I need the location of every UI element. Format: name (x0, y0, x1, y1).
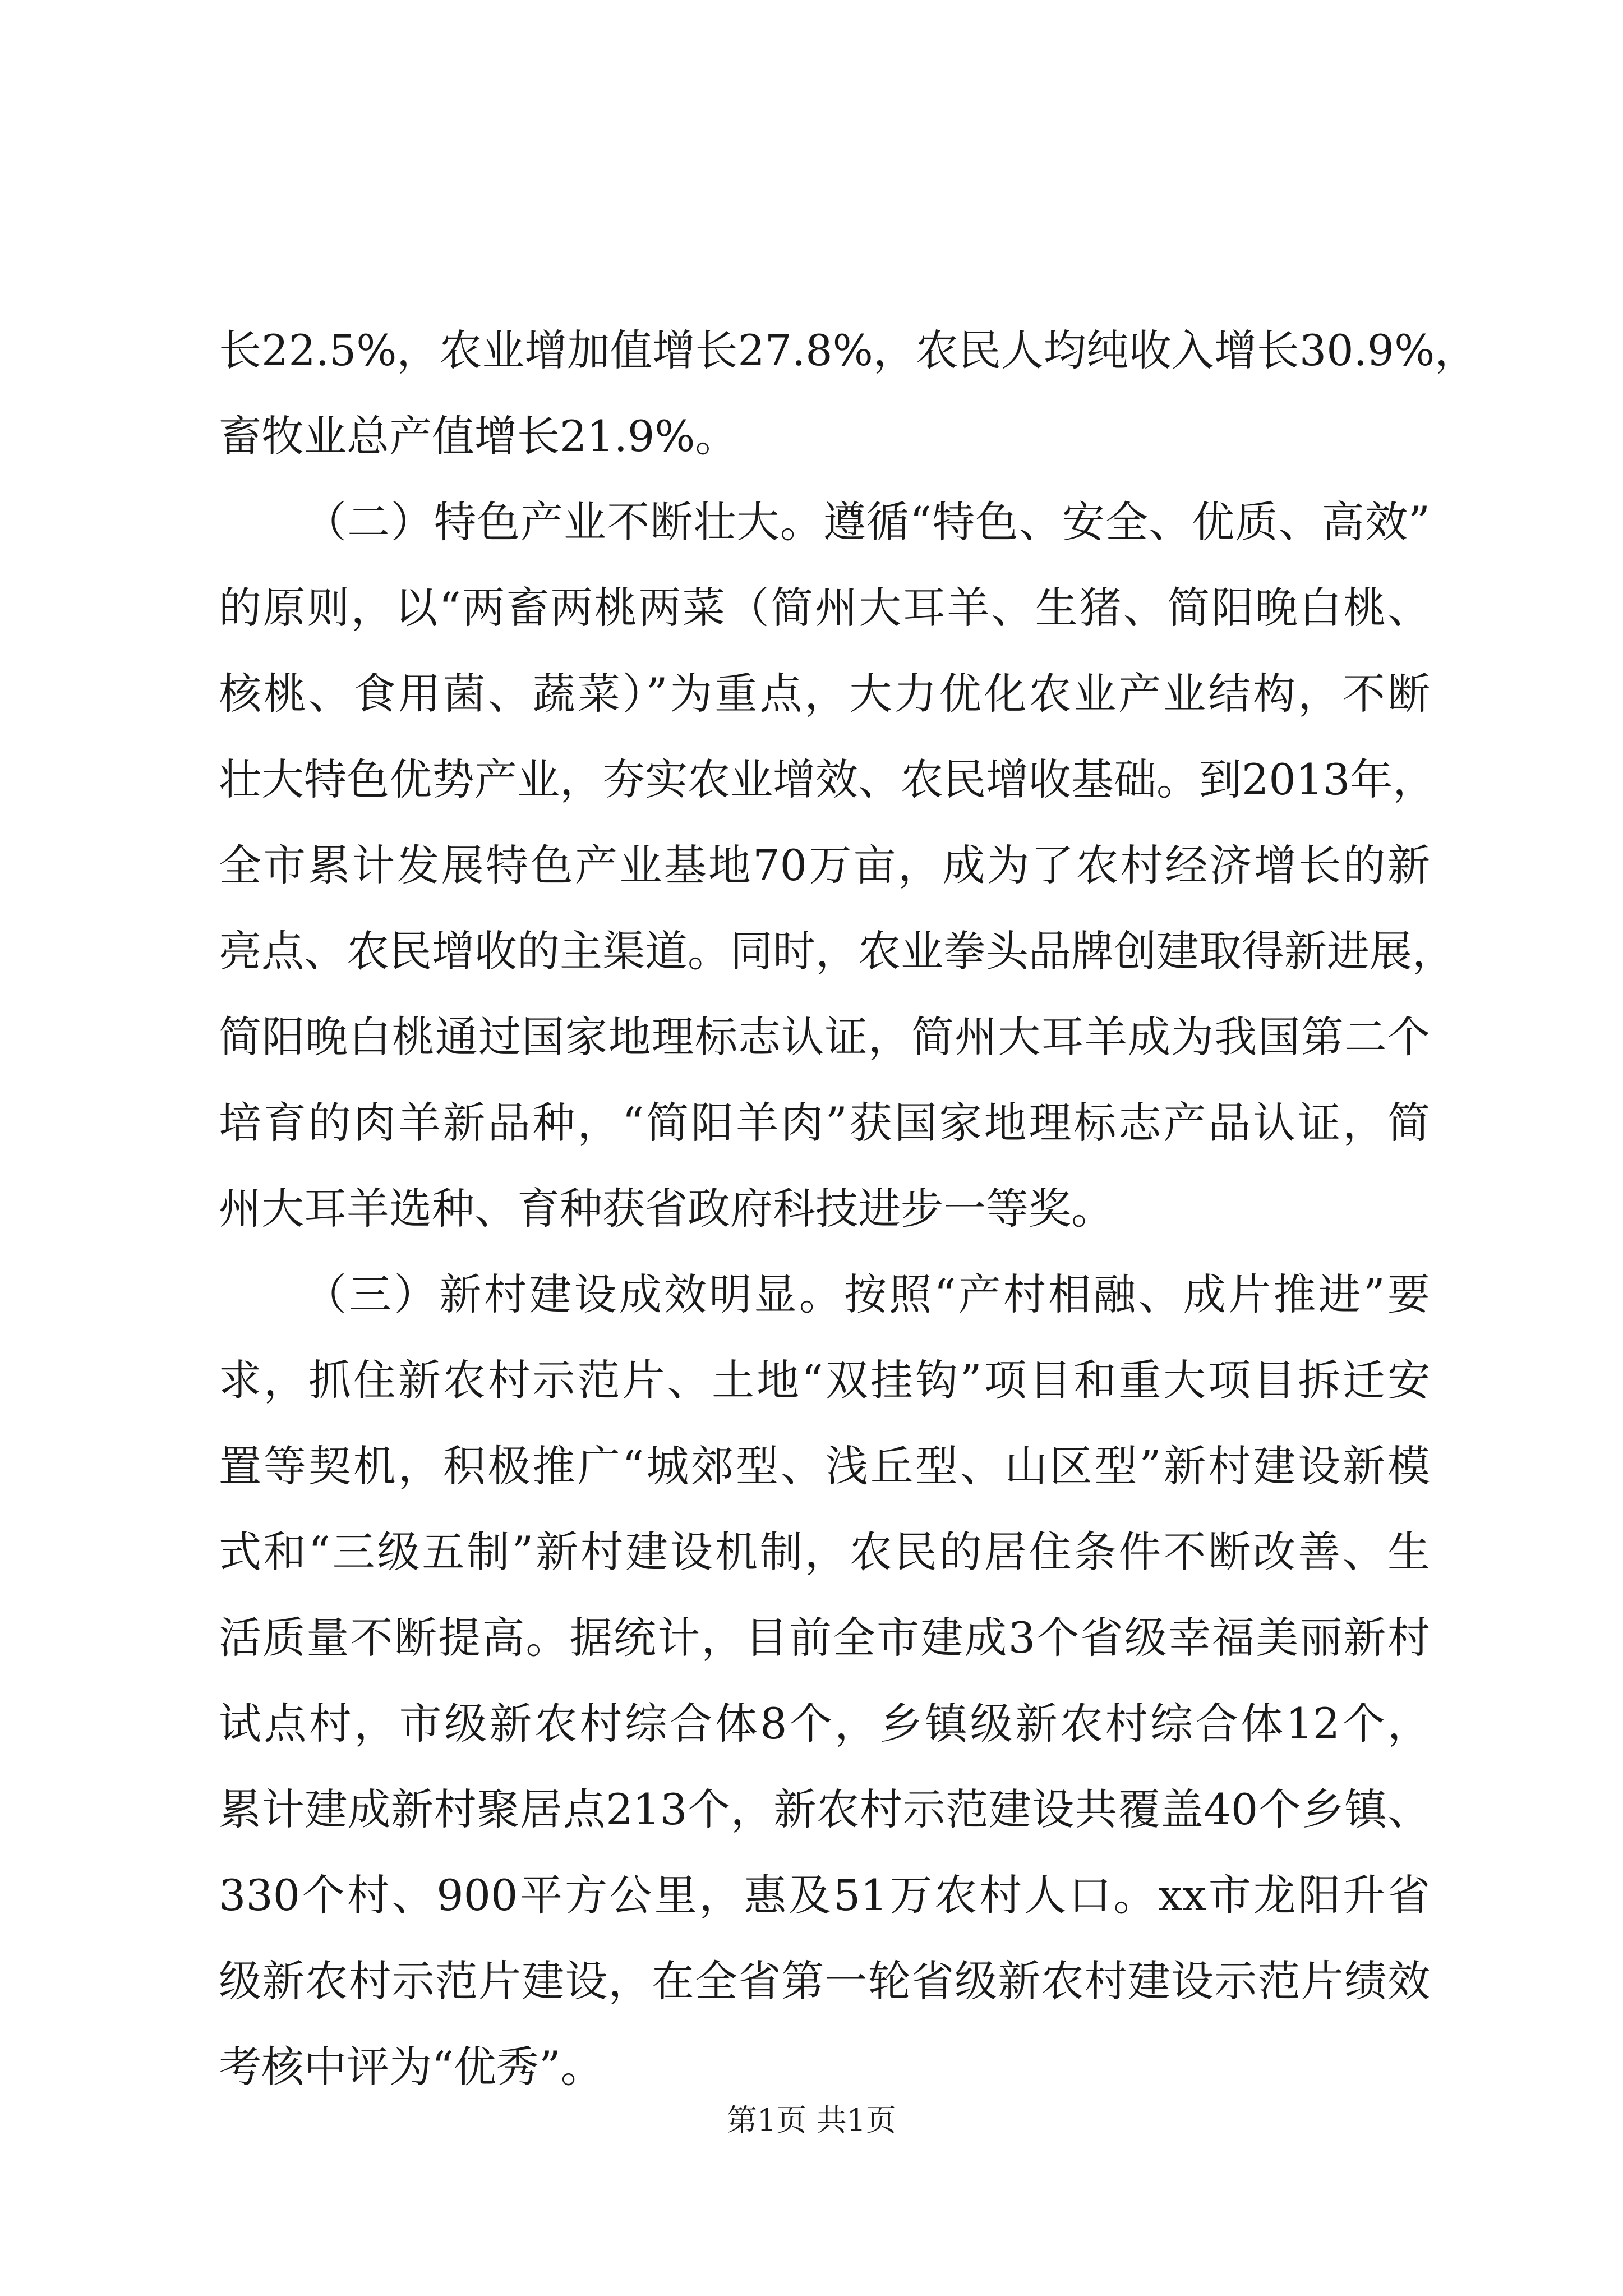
text-line: 亮点、农民增收的主渠道。同时，农业拳头品牌创建取得新进展， (219, 926, 1455, 976)
text-line: 式和“三级五制”新村建设机制，农民的居住条件不断改善、生 (219, 1527, 1430, 1577)
paragraph (219, 307, 1478, 479)
text-line: 试点村，市级新农村综合体8个，乡镇级新农村综合体12个， (219, 1699, 1430, 1749)
text-line: 活质量不断提高。据统计，目前全市建成3个省级幸福美丽新村 (219, 1613, 1430, 1663)
text-line: 州大耳羊选种、育种获省政府科技进步一等奖。 (219, 1184, 1114, 1234)
text-line: （三）新村建设成效明显。按照“产村相融、成片推进”要 (304, 1269, 1430, 1319)
paragraph (219, 1251, 1430, 2110)
text-line: 累计建成新村聚居点213个，新农村示范建设共覆盖40个乡镇、 (219, 1784, 1430, 1834)
text-line: 级新农村示范片建设，在全省第一轮省级新农村建设示范片绩效 (219, 1956, 1430, 2006)
text-line: 求，抓住新农村示范片、土地“双挂钩”项目和重大项目拆迁安 (219, 1355, 1430, 1405)
text-line: 核桃、食用菌、蔬菜）”为重点，大力优化农业产业结构，不断 (219, 669, 1430, 719)
paragraph (219, 479, 1455, 1251)
text-line: 壮大特色优势产业，夯实农业增效、农民增收基础。到2013年， (219, 754, 1436, 804)
document-body (219, 307, 1478, 2110)
text-line: （二）特色产业不断壮大。遵循“特色、安全、优质、高效” (304, 497, 1430, 547)
text-line: 全市累计发展特色产业基地70万亩，成为了农村经济增长的新 (219, 840, 1430, 890)
text-line: 的原则，以“两畜两桃两菜（简州大耳羊、生猪、简阳晚白桃、 (219, 583, 1430, 633)
page-number-footer: 第1页 共1页 (727, 2102, 896, 2138)
text-line: 置等契机，积极推广“城郊型、浅丘型、山区型”新村建设新模 (219, 1441, 1430, 1491)
text-line: 简阳晚白桃通过国家地理标志认证，简州大耳羊成为我国第二个 (219, 1012, 1430, 1062)
text-line: 长22.5%，农业增加值增长27.8%，农民人均纯收入增长30.9%， (219, 325, 1478, 375)
text-line: 培育的肉羊新品种，“简阳羊肉”获国家地理标志产品认证，简 (219, 1098, 1430, 1148)
text-line: 考核中评为“优秀”。 (219, 2042, 603, 2092)
text-line: 畜牧业总产值增长21.9%。 (219, 411, 738, 461)
text-line: 330个村、900平方公里，惠及51万农村人口。xx市龙阳升省 (219, 1870, 1430, 1920)
